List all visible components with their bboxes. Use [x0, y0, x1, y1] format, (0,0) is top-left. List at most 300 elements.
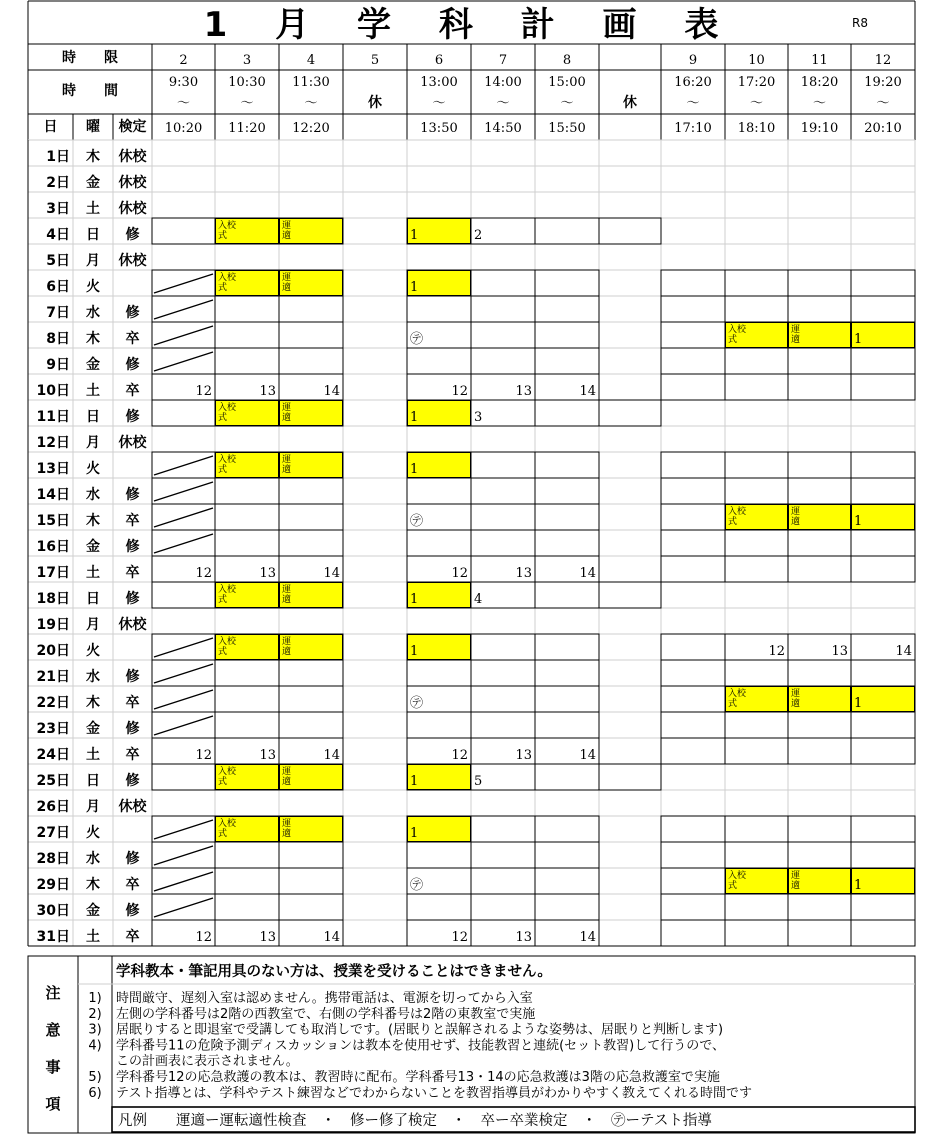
slot-cell [661, 374, 725, 400]
slot-cell [279, 478, 343, 504]
slot-cell [851, 348, 915, 374]
notes-heading-char: 注 [45, 984, 61, 1002]
slot-cell [851, 452, 915, 478]
note-text: 居眠りすると即退室で受講しても取消しです。(居眠りと誤解されるような姿勢は、居眠りと判断します) [116, 1022, 724, 1038]
weekday-cell: 木 [86, 149, 100, 165]
lesson-number: 14 [579, 930, 596, 945]
slot-cell [599, 582, 661, 608]
slot-cell [471, 322, 535, 348]
exam-cell: 修 [125, 851, 140, 867]
day-cell: 7日 [46, 305, 70, 321]
weekday-cell: 日 [86, 773, 100, 789]
not-applicable-diagonal [154, 508, 213, 527]
note-text: この計画表に表示されません。 [116, 1054, 299, 1070]
slot-cell [535, 452, 599, 478]
weekday-cell: 木 [86, 331, 100, 347]
slot-cell [725, 660, 788, 686]
slot-cell [535, 842, 599, 868]
lesson-number: 12 [451, 930, 468, 945]
slot-cell [152, 400, 215, 426]
weekday-cell: 月 [86, 799, 100, 815]
slot-cell [725, 296, 788, 322]
slot-cell [599, 764, 661, 790]
slot-cell [407, 530, 471, 556]
day-cell: 24日 [36, 747, 70, 763]
slot-cell [535, 660, 599, 686]
lesson-number: 14 [323, 930, 340, 945]
end-time: 14:50 [484, 121, 522, 136]
lesson-number: 13 [515, 384, 532, 399]
end-time: 11:20 [228, 121, 266, 136]
not-applicable-diagonal [154, 664, 213, 683]
lesson-number: 1 [410, 644, 419, 659]
schedule-tag: 入校式 [218, 273, 237, 293]
end-time: 13:50 [420, 121, 458, 136]
slot-cell [661, 660, 725, 686]
slot-cell [788, 296, 851, 322]
lunch-break-label: 休 [368, 95, 382, 111]
weekday-cell: 月 [86, 253, 100, 269]
slot-cell [725, 530, 788, 556]
lesson-number: 14 [323, 748, 340, 763]
day-cell: 31日 [36, 929, 70, 945]
exam-cell: 卒 [125, 513, 140, 529]
not-applicable-diagonal [154, 716, 213, 735]
period-label: 時 限 [62, 50, 118, 66]
slot-cell [661, 348, 725, 374]
lesson-number: 12 [195, 930, 212, 945]
schedule-tag: 運適 [282, 455, 292, 475]
notes-heading-char: 事 [45, 1058, 61, 1076]
evening-break-label: 休 [623, 95, 637, 111]
day-cell: 29日 [36, 877, 70, 893]
day-cell: 2日 [46, 175, 70, 191]
slot-cell [535, 894, 599, 920]
end-time: 20:10 [864, 121, 902, 136]
weekday-cell: 土 [86, 929, 100, 945]
schedule-tag: 運適 [282, 403, 292, 423]
slot-cell [851, 660, 915, 686]
slot-cell [215, 660, 279, 686]
slot-cell [788, 712, 851, 738]
exam-cell: 修 [125, 357, 140, 373]
period-number: 8 [562, 53, 572, 68]
weekday-cell: 木 [86, 513, 100, 529]
slot-cell [851, 296, 915, 322]
period-number: 7 [498, 53, 508, 68]
schedule-tag: 入校式 [728, 689, 747, 709]
day-cell: 16日 [36, 539, 70, 555]
schedule-tag: 入校式 [728, 325, 747, 345]
period-number: 4 [306, 53, 316, 68]
slot-cell [788, 556, 851, 582]
slot-cell [725, 738, 788, 764]
weekday-cell: 水 [86, 305, 100, 321]
time-tilde: 〜 [560, 96, 574, 111]
weekday-cell: 日 [86, 591, 100, 607]
weekday-cell: 火 [86, 461, 100, 477]
slot-cell [725, 894, 788, 920]
slot-cell [407, 712, 471, 738]
period-number: 11 [811, 53, 828, 68]
lesson-number: 14 [895, 644, 912, 659]
day-cell: 21日 [36, 669, 70, 685]
slot-cell [279, 504, 343, 530]
slot-cell [725, 270, 788, 296]
time-tilde: 〜 [876, 96, 890, 111]
lesson-number: ㋢ [410, 514, 424, 529]
page-title: 1 月 学 科 計 画 表 [203, 5, 737, 45]
slot-cell [661, 270, 725, 296]
lesson-number: 1 [854, 878, 863, 893]
time-tilde: 〜 [432, 96, 446, 111]
exam-cell: 卒 [125, 383, 140, 399]
start-time: 9:30 [168, 75, 199, 90]
lesson-number: 1 [410, 410, 419, 425]
weekday-cell: 金 [86, 903, 100, 919]
lesson-number: ㋢ [410, 696, 424, 711]
schedule-tag: 入校式 [728, 507, 747, 527]
weekday-cell: 日 [86, 409, 100, 425]
slot-cell [788, 920, 851, 946]
slot-cell [279, 712, 343, 738]
slot-cell [851, 842, 915, 868]
slot-cell [788, 842, 851, 868]
slot-cell [215, 296, 279, 322]
weekday-cell: 火 [86, 825, 100, 841]
slot-cell [661, 530, 725, 556]
slot-cell [471, 504, 535, 530]
slot-cell [725, 452, 788, 478]
slot-cell [661, 322, 725, 348]
exam-cell: 休校 [118, 617, 147, 633]
slot-cell [788, 738, 851, 764]
schedule-tag: 入校式 [218, 637, 237, 657]
slot-cell [851, 530, 915, 556]
slot-cell [471, 634, 535, 660]
slot-cell [725, 842, 788, 868]
lesson-number: 1 [410, 280, 419, 295]
lesson-number: 13 [515, 748, 532, 763]
schedule-tag: 入校式 [728, 871, 747, 891]
not-applicable-diagonal [154, 482, 213, 501]
weekday-cell: 土 [86, 747, 100, 763]
lesson-number: 14 [579, 384, 596, 399]
lesson-number: 13 [259, 748, 276, 763]
day-cell: 9日 [46, 357, 70, 373]
not-applicable-diagonal [154, 898, 213, 917]
lesson-number: 1 [854, 696, 863, 711]
slot-cell [851, 920, 915, 946]
exam-cell: 卒 [125, 695, 140, 711]
note-text: 左側の学科番号は2階の西教室で、右側の学科番号は2階の東教室で実施 [116, 1006, 536, 1022]
notes-headline: 学科教本・筆記用具のない方は、授業を受けることはできません。 [116, 964, 552, 980]
lesson-number: 12 [451, 384, 468, 399]
slot-cell [215, 478, 279, 504]
end-time: 15:50 [548, 121, 586, 136]
exam-cell: 修 [125, 773, 140, 789]
exam-cell: 休校 [118, 201, 147, 217]
lesson-number: 14 [579, 566, 596, 581]
day-cell: 17日 [36, 565, 70, 581]
weekday-cell: 木 [86, 877, 100, 893]
slot-cell [407, 478, 471, 504]
note-number: 3) [88, 1022, 102, 1038]
weekday-cell: 金 [86, 539, 100, 555]
schedule-tag: 運適 [791, 689, 801, 709]
slot-cell [851, 738, 915, 764]
lesson-number: 1 [410, 228, 419, 243]
schedule-tag: 入校式 [218, 585, 237, 605]
slot-cell [661, 556, 725, 582]
note-text: 時間厳守、遅刻入室は認めません。携帯電話は、電源を切ってから入室 [116, 991, 533, 1006]
notes-heading-char: 意 [45, 1021, 61, 1039]
lesson-number: 12 [768, 644, 785, 659]
day-cell: 8日 [46, 331, 70, 347]
lesson-number: 12 [451, 748, 468, 763]
slot-cell [661, 920, 725, 946]
weekday-cell: 金 [86, 357, 100, 373]
slot-cell [407, 894, 471, 920]
slot-cell [279, 686, 343, 712]
not-applicable-diagonal [154, 352, 213, 371]
lesson-number: 1 [410, 592, 419, 607]
not-applicable-diagonal [154, 846, 213, 865]
start-time: 10:30 [228, 75, 266, 90]
slot-cell [215, 712, 279, 738]
day-cell: 14日 [36, 487, 70, 503]
slot-cell [535, 686, 599, 712]
slot-cell [599, 218, 661, 244]
lesson-number: 12 [195, 566, 212, 581]
period-number: 2 [179, 53, 188, 68]
day-cell: 12日 [36, 435, 70, 451]
slot-cell [661, 712, 725, 738]
time-label: 時 間 [62, 83, 118, 99]
time-tilde: 〜 [304, 96, 318, 111]
notes-heading-char: 項 [45, 1095, 61, 1113]
day-cell: 13日 [36, 461, 70, 477]
slot-cell [471, 478, 535, 504]
day-cell: 22日 [36, 695, 70, 711]
slot-cell [725, 920, 788, 946]
slot-cell [279, 296, 343, 322]
slot-cell [471, 296, 535, 322]
slot-cell [407, 296, 471, 322]
period-number: 10 [748, 53, 765, 68]
slot-cell [725, 556, 788, 582]
slot-cell [471, 842, 535, 868]
day-cell: 23日 [36, 721, 70, 737]
lesson-number: 13 [831, 644, 848, 659]
lesson-number: 12 [195, 384, 212, 399]
exam-cell: 休校 [118, 253, 147, 269]
slot-cell [661, 296, 725, 322]
time-tilde: 〜 [686, 96, 700, 111]
slot-cell [535, 764, 599, 790]
weekday-cell: 土 [86, 201, 100, 217]
slot-cell [535, 868, 599, 894]
slot-cell [851, 712, 915, 738]
start-time: 18:20 [800, 75, 839, 90]
slot-cell [661, 868, 725, 894]
slot-cell [215, 504, 279, 530]
weekday-cell: 日 [86, 227, 100, 243]
slot-cell [661, 478, 725, 504]
lesson-number: 3 [474, 410, 483, 425]
exam-cell: 卒 [125, 331, 140, 347]
slot-cell [851, 478, 915, 504]
not-applicable-diagonal [154, 326, 213, 345]
slot-cell [279, 530, 343, 556]
start-time: 13:00 [420, 75, 458, 90]
slot-cell [851, 556, 915, 582]
slot-cell [661, 504, 725, 530]
schedule-tag: 入校式 [218, 221, 237, 241]
end-time: 19:10 [800, 121, 839, 136]
note-number: 4) [88, 1038, 102, 1054]
slot-cell [535, 322, 599, 348]
slot-cell [788, 530, 851, 556]
lesson-number: 5 [474, 774, 483, 789]
lesson-number: 13 [515, 930, 532, 945]
lesson-number: 12 [451, 566, 468, 581]
period-number: 9 [688, 53, 698, 68]
schedule-tag: 入校式 [218, 767, 237, 787]
slot-cell [788, 660, 851, 686]
not-applicable-diagonal [154, 274, 213, 293]
time-tilde: 〜 [496, 96, 510, 111]
note-text: 学科番号12の応急救護の教本は、教習時に配布。学科番号13・14の応急救護は3階の応急救護室で実施 [116, 1070, 720, 1085]
slot-cell [471, 270, 535, 296]
slot-cell [788, 348, 851, 374]
slot-cell [471, 712, 535, 738]
start-time: 15:00 [548, 75, 586, 90]
slot-cell [152, 582, 215, 608]
slot-cell [661, 634, 725, 660]
exam-cell: 休校 [118, 175, 147, 191]
lesson-number: 14 [323, 566, 340, 581]
slot-cell [535, 296, 599, 322]
schedule-tag: 運適 [791, 507, 801, 527]
exam-cell: 修 [125, 721, 140, 737]
not-applicable-diagonal [154, 534, 213, 553]
slot-cell [788, 374, 851, 400]
day-cell: 6日 [46, 279, 70, 295]
time-tilde: 〜 [749, 96, 764, 111]
day-cell: 25日 [36, 773, 70, 789]
note-number: 1) [88, 991, 102, 1006]
slot-cell [535, 712, 599, 738]
period-number: 12 [874, 53, 892, 68]
weekday-cell: 水 [86, 851, 100, 867]
weekday-cell: 金 [86, 175, 100, 191]
day-cell: 4日 [46, 227, 70, 243]
slot-cell [788, 894, 851, 920]
exam-cell: 卒 [125, 747, 140, 763]
day-cell: 1日 [46, 149, 70, 165]
schedule-tag: 運適 [282, 819, 292, 839]
day-cell: 30日 [36, 903, 70, 919]
period-number: 5 [370, 53, 380, 68]
schedule-tag: 入校式 [218, 819, 237, 839]
slot-cell [535, 348, 599, 374]
lesson-number: 13 [515, 566, 532, 581]
exam-cell: 卒 [125, 565, 140, 581]
slot-cell [471, 894, 535, 920]
slot-cell [279, 348, 343, 374]
weekday-cell: 土 [86, 383, 100, 399]
slot-cell [215, 894, 279, 920]
slot-cell [851, 816, 915, 842]
slot-cell [279, 660, 343, 686]
slot-cell [535, 816, 599, 842]
slot-cell [407, 660, 471, 686]
exam-cell: 休校 [118, 799, 147, 815]
slot-cell [788, 816, 851, 842]
lesson-number: 4 [474, 592, 483, 607]
slot-cell [851, 374, 915, 400]
slot-cell [535, 530, 599, 556]
not-applicable-diagonal [154, 690, 213, 709]
start-time: 19:20 [864, 75, 902, 90]
slot-cell [471, 816, 535, 842]
weekday-cell: 月 [86, 435, 100, 451]
day-cell: 18日 [36, 591, 70, 607]
slot-cell [661, 842, 725, 868]
slot-cell [152, 218, 215, 244]
day-cell: 28日 [36, 851, 70, 867]
lesson-number: 14 [579, 748, 596, 763]
weekday-column-label: 曜 [86, 119, 100, 135]
weekday-cell: 金 [86, 721, 100, 737]
day-cell: 3日 [46, 201, 70, 217]
exam-cell: 修 [125, 487, 140, 503]
slot-cell [471, 530, 535, 556]
note-number: 2) [88, 1006, 102, 1022]
slot-cell [471, 660, 535, 686]
slot-cell [535, 478, 599, 504]
day-cell: 26日 [36, 799, 70, 815]
slot-cell [851, 894, 915, 920]
slot-cell [788, 452, 851, 478]
slot-cell [851, 270, 915, 296]
lesson-number: 1 [410, 826, 419, 841]
lesson-number: ㋢ [410, 878, 424, 893]
weekday-cell: 水 [86, 669, 100, 685]
slot-cell [215, 686, 279, 712]
day-cell: 27日 [36, 825, 70, 841]
period-number: 3 [242, 53, 252, 68]
slot-cell [215, 868, 279, 894]
slot-cell [725, 712, 788, 738]
slot-cell [471, 348, 535, 374]
slot-cell [535, 634, 599, 660]
lesson-number: ㋢ [410, 332, 424, 347]
end-time: 10:20 [164, 121, 203, 136]
schedule-tag: 運適 [791, 871, 801, 891]
slot-cell [788, 270, 851, 296]
not-applicable-diagonal [154, 820, 213, 839]
lesson-number: 13 [259, 930, 276, 945]
schedule-tag: 入校式 [218, 403, 237, 423]
slot-cell [661, 738, 725, 764]
schedule-tag: 運適 [282, 221, 292, 241]
note-text: テスト指導とは、学科やテスト練習などでわからないことを教習指導員がわかりやすく教えてくれる時間です [116, 1085, 752, 1101]
schedule-tag: 運適 [791, 325, 801, 345]
lesson-number: 1 [854, 332, 863, 347]
lesson-number: 2 [474, 228, 483, 243]
